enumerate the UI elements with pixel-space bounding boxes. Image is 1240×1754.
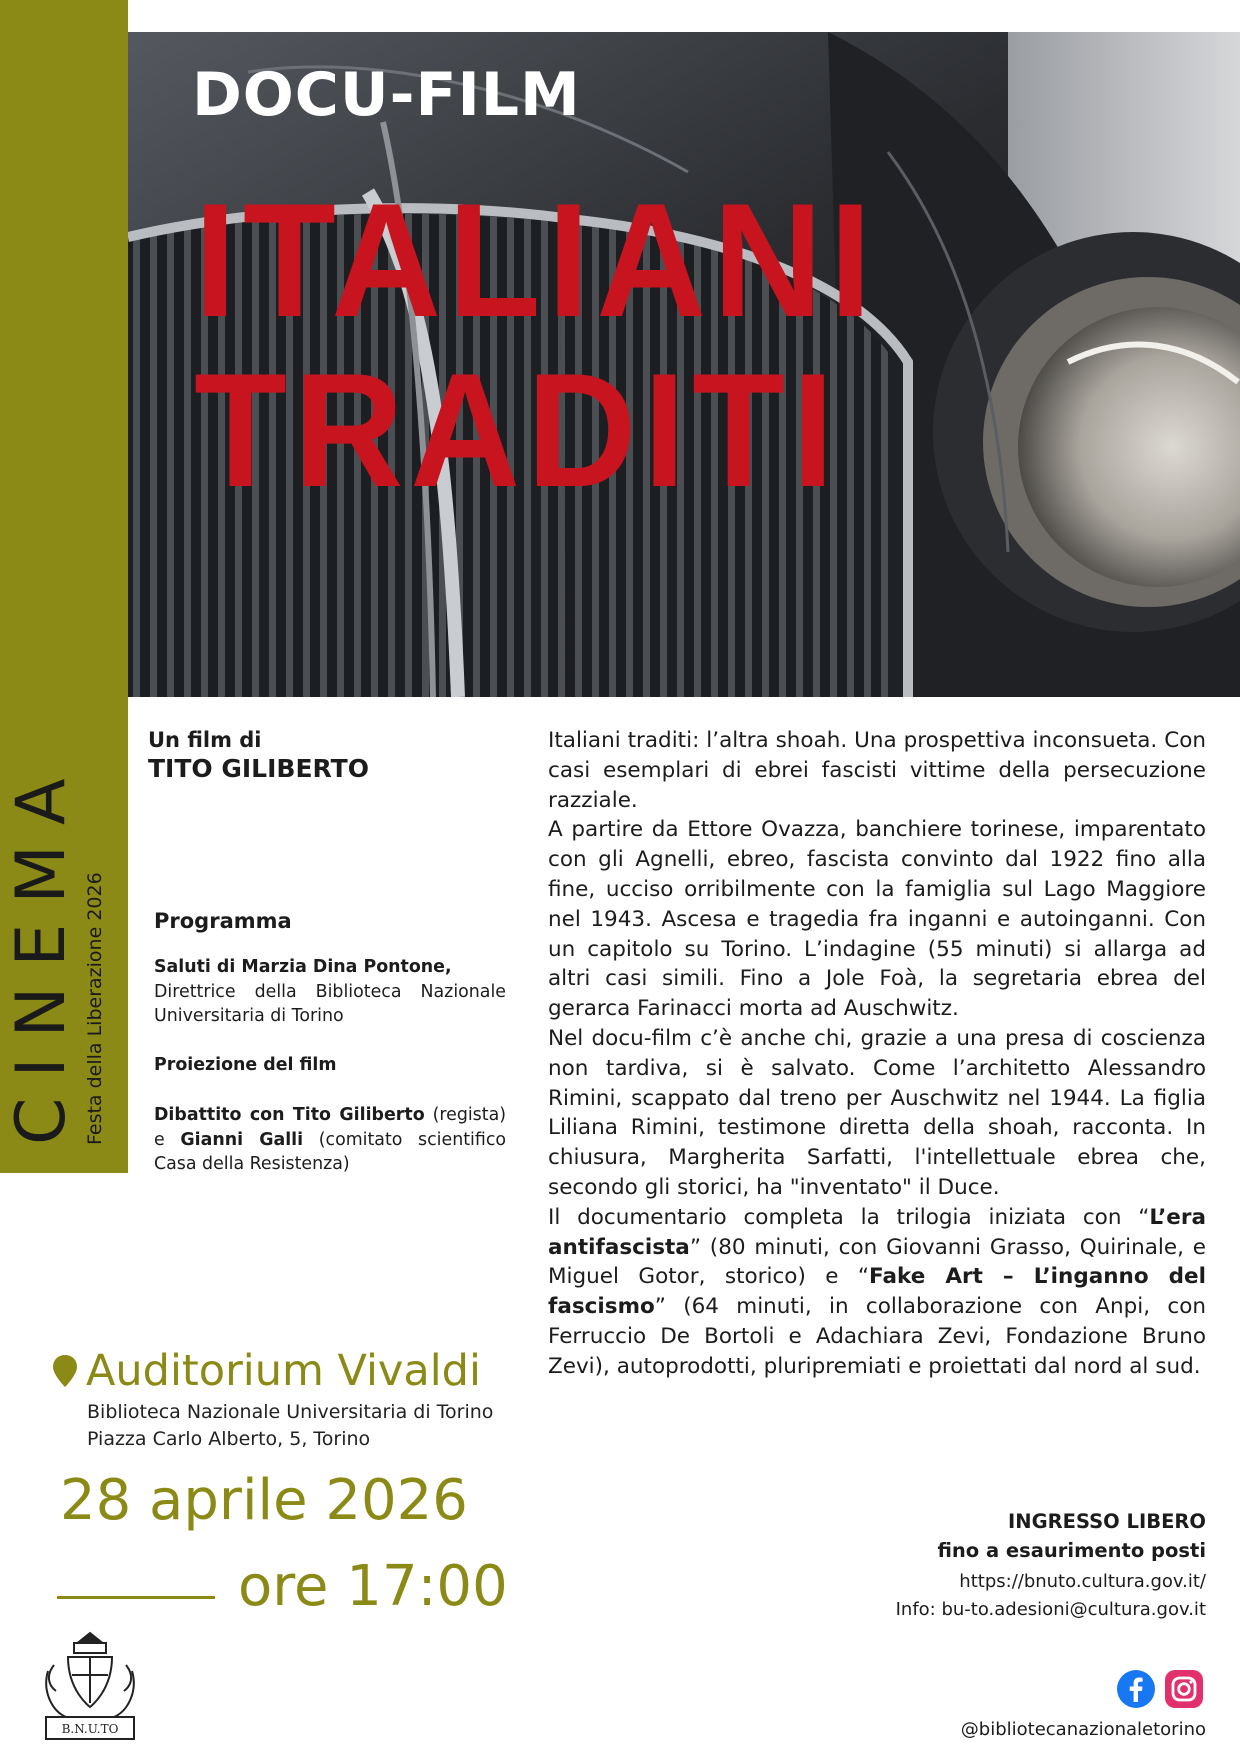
- free-entry-note: [937, 1507, 1206, 1565]
- hero-image: [128, 32, 1240, 697]
- facebook-icon[interactable]: [1116, 1669, 1156, 1709]
- film-description: [548, 726, 1206, 1382]
- instagram-icon[interactable]: [1164, 1669, 1204, 1709]
- description-paragraph-1: Italiani traditi: l’altra shoah. Una prospettiva inconsueta. Con casi esemplari di ebrei fascisti vittime della persecuzione razziale.: [548, 728, 1206, 813]
- seal-text: B.N.U.TO: [61, 1722, 119, 1736]
- event-date: 28 aprile 2026: [60, 1468, 468, 1533]
- description-paragraph-3: Nel docu-film c’è anche chi, grazie a una presa di coscienza non tardiva, si è salvato. Come l’architetto Alessandro Rimini, scappato dal treno per Auschwitz nel 1944. La figlia Liliana Rimini, testimone diretta della shoah, racconta. In chiusura, Margherita Sarfatti, l'intellettuale ebrea che, secondo gli storici, ha "inventato" il Duce.: [548, 1025, 1206, 1200]
- social-handle[interactable]: @bibliotecanazionaletorino: [960, 1719, 1206, 1740]
- description-paragraph-2: A partire da Ettore Ovazza, banchiere torinese, imparentato con gli Agnelli, ebreo, fascista convinto dal 1922 fino alla fine, ucciso orribilmente con la famiglia sul Lago Maggiore nel 1943. Ascesa e tragedia fra inganni e autoinganni. Con un capitolo su Torino. L’indagine (55 minuti) si allarga ad altri casi simili. Fino a Jole Foà, la segretaria ebrea del gerarca Farinacci morta ad Auschwitz.: [548, 817, 1206, 1022]
- venue-address: Piazza Carlo Alberto, 5, Torino: [87, 1428, 371, 1450]
- side-vertical-label: [0, 33, 128, 1173]
- side-festa-label: Festa della Liberazione 2026: [84, 872, 106, 1145]
- dibattito-heading: Dibattito con Tito Giliberto: [154, 1105, 425, 1125]
- dibattito-detail: (comitato scientifico Casa della Resistenza): [154, 1129, 507, 1174]
- p4-end: ” (64 minuti, in collaborazione con Anpi, con Ferruccio De Bortoli e Adachiara Zevi, Fondazione Bruno Zevi), autoprodotti, pluripremiati e proiettati dal nord al sud.: [548, 1294, 1206, 1379]
- time-divider: [57, 1596, 215, 1599]
- side-cinema-label: CINEMA: [2, 758, 81, 1145]
- p4-film-title-2: Fake Art – L’inganno del fascismo: [548, 1264, 1206, 1320]
- hero-title-line2: TRADITI: [194, 340, 841, 521]
- contact-links: [896, 1568, 1206, 1624]
- dibattito-guest: Gianni Galli: [180, 1129, 304, 1150]
- p4-film-title-1: L’era antifascista: [548, 1204, 1206, 1260]
- event-time: ore 17:00: [238, 1554, 508, 1619]
- film-by-label: Un film di: [148, 728, 262, 752]
- saluti-detail: Direttrice della Biblioteca Nazionale Universitaria di Torino: [154, 981, 506, 1026]
- location-pin-icon: [52, 1354, 78, 1388]
- venue-institution: Biblioteca Nazionale Universitaria di Torino: [87, 1401, 494, 1423]
- dibattito-role: (regista) e: [154, 1105, 507, 1150]
- film-author: TITO GILIBERTO: [148, 754, 369, 783]
- saluti-heading: Saluti di Marzia Dina Pontone,: [154, 957, 452, 977]
- p4-middle: ” (80 minuti, con Giovanni Grasso, Quirinale, e Miguel Gotor, storico) e “: [548, 1234, 1206, 1290]
- programma-saluti: [154, 955, 506, 1029]
- hero-title-line1: ITALIANI: [194, 170, 879, 351]
- p4-intro: Il documentario completa la trilogia iniziata con “: [548, 1204, 1150, 1230]
- free-entry-line2: fino a esaurimento posti: [937, 1539, 1206, 1562]
- description-paragraph-4: [548, 1203, 1206, 1382]
- venue-name: Auditorium Vivaldi: [86, 1346, 481, 1396]
- programma-dibattito: [154, 1103, 506, 1177]
- free-entry-line1: INGRESSO LIBERO: [1008, 1510, 1206, 1533]
- programma-title: Programma: [154, 909, 292, 933]
- programma-proiezione: Proiezione del film: [154, 1055, 337, 1075]
- info-email[interactable]: Info: bu-to.adesioni@cultura.gov.it: [895, 1599, 1206, 1620]
- website-link[interactable]: https://bnuto.cultura.gov.it/: [959, 1571, 1206, 1592]
- hero-kicker: DOCU-FILM: [192, 60, 581, 130]
- library-seal-logo: [38, 1631, 142, 1749]
